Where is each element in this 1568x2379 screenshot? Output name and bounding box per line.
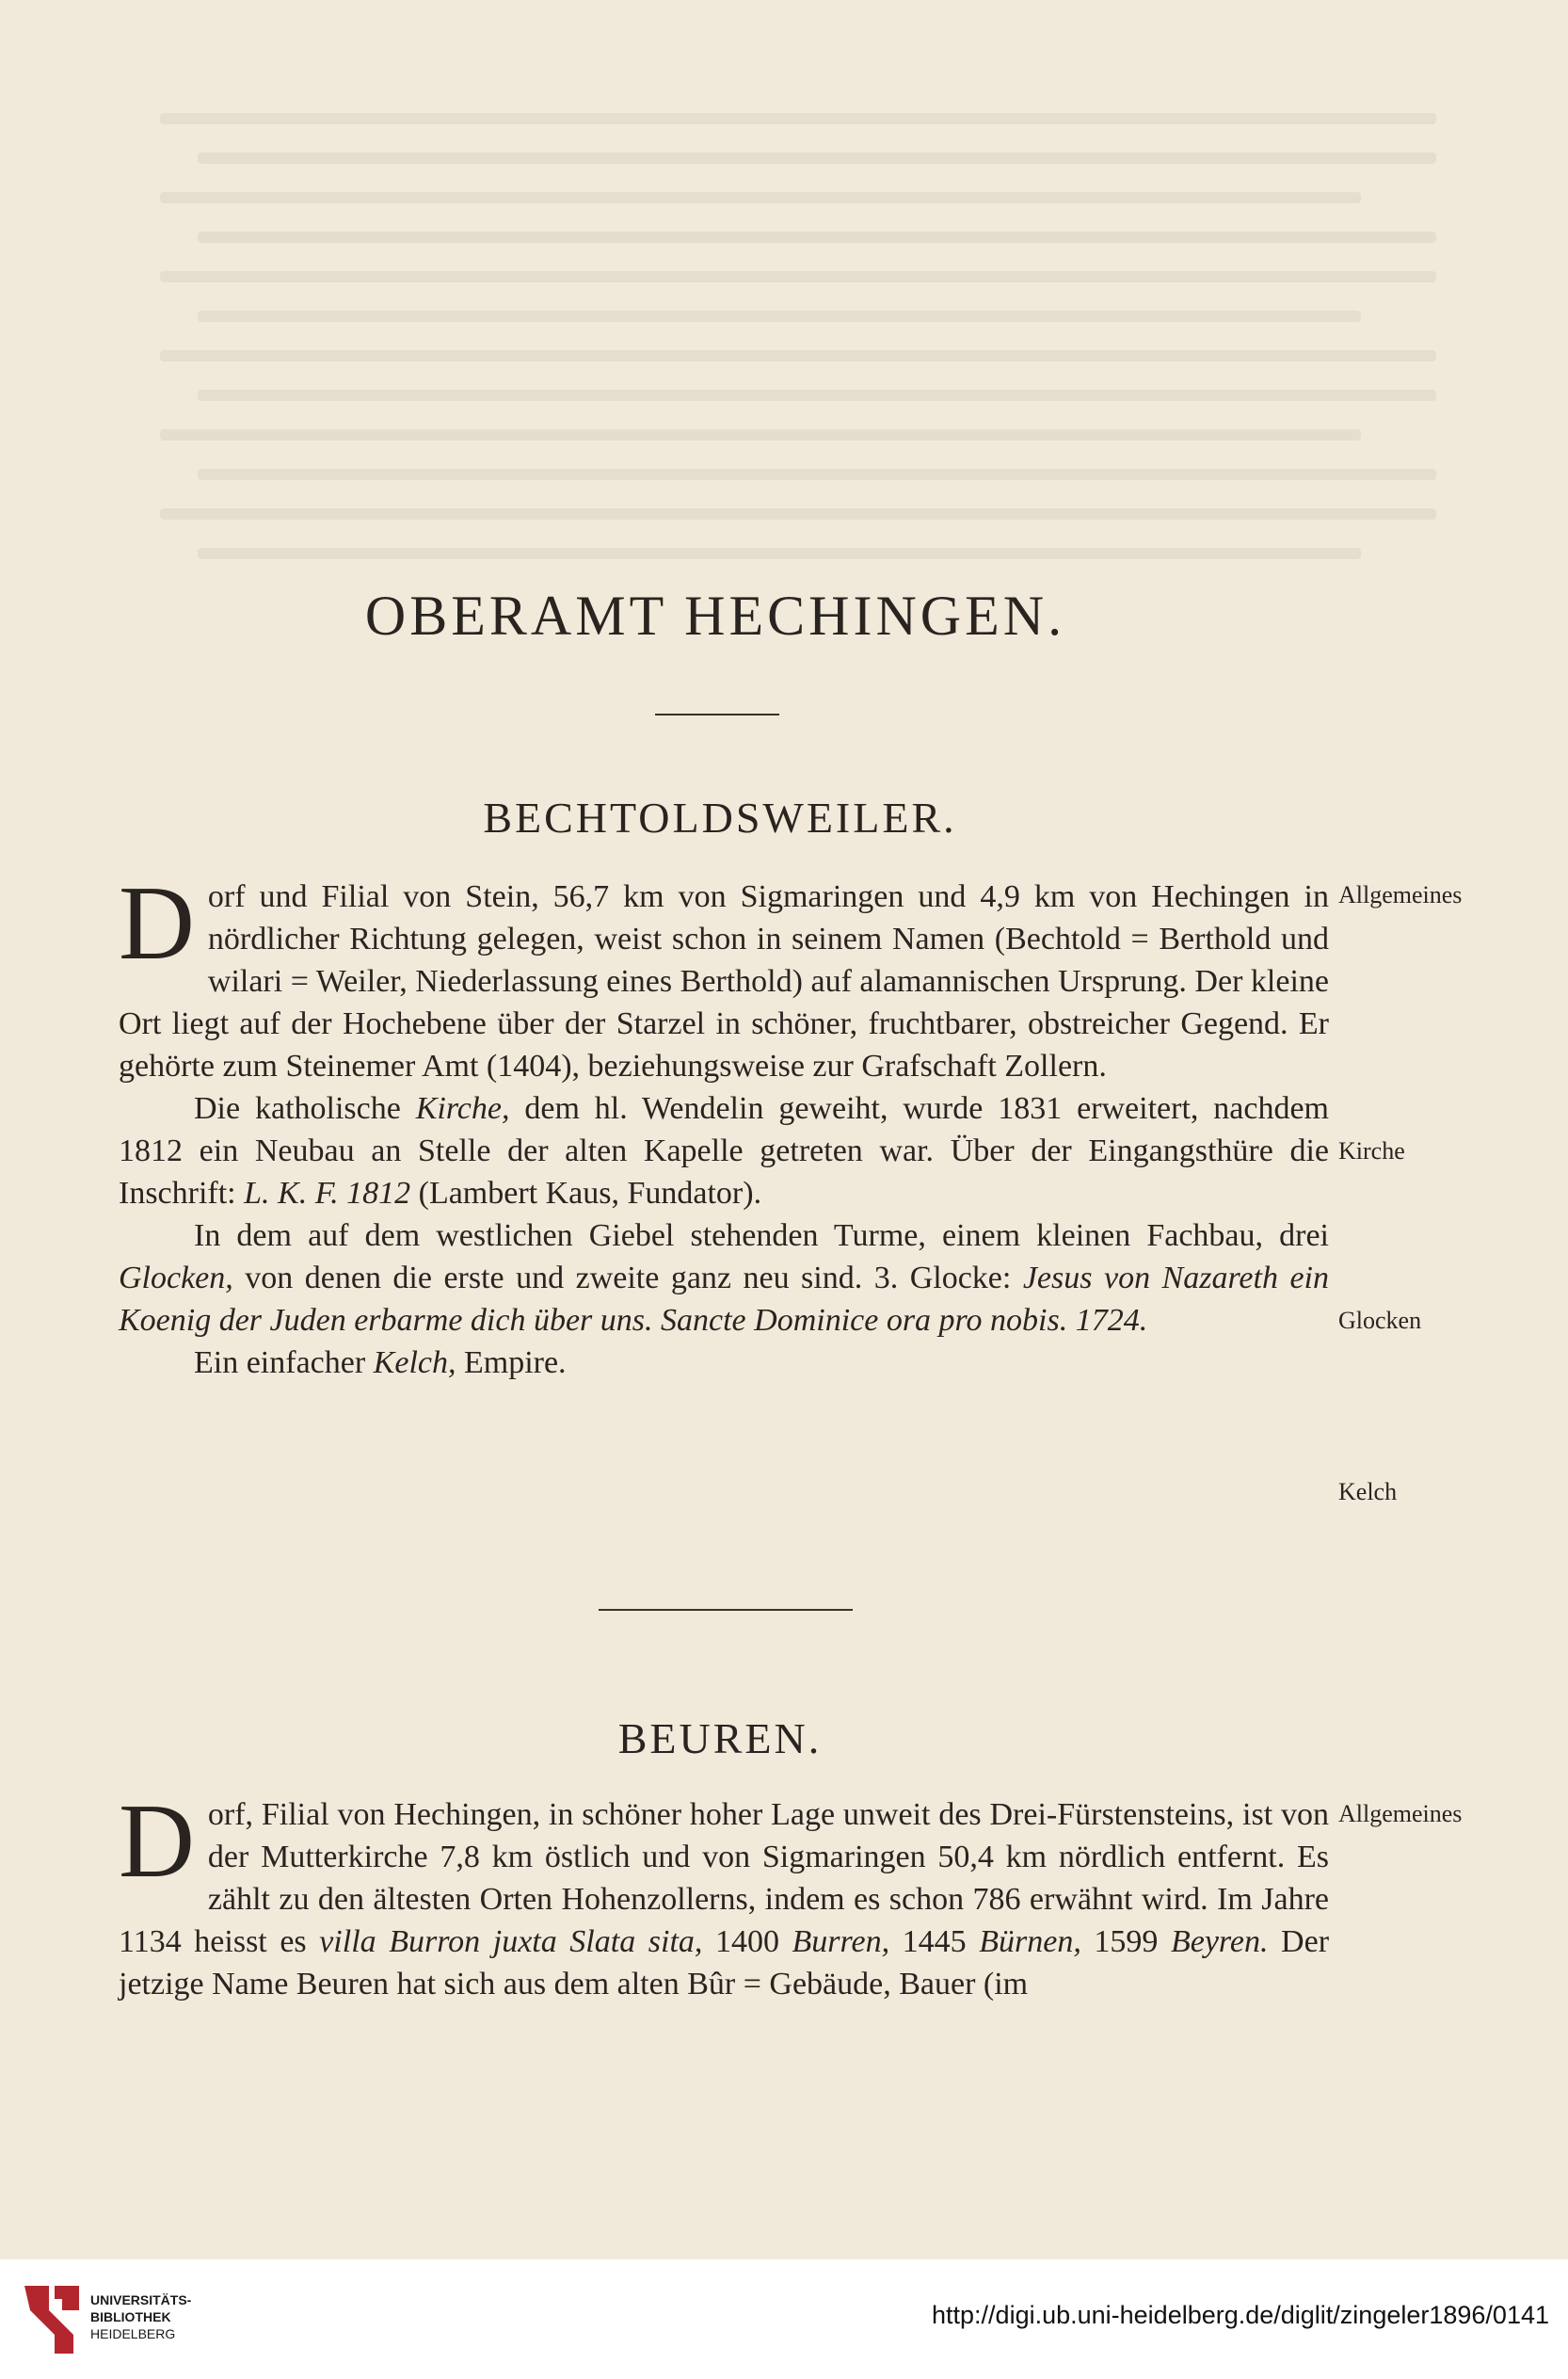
- margin-note-kelch: Kelch: [1338, 1478, 1398, 1505]
- paragraph-general: Dorf, Filial von Hechingen, in schöner hoher Lage unweit des Drei-Fürstensteins, ist von der Mutterkirche 7,8 km östlich und von Sigmaringen 50,4 km nördlich entfernt. Es zählt zu den ältesten Orten Hohenzollerns, indem es schon 786 erwähnt wird. Im Jahre 1134 heisst es villa Burron juxta Slata sita, 1400 Burren, 1445 Bürnen, 1599 Beyren. Der jetzige Name Beuren hat sich aus dem alten Bûr = Gebäude, Bauer (im: [119, 1783, 1330, 2001]
- margin-note-allgemeines: Allgemeines: [1338, 881, 1463, 908]
- drop-cap: D: [119, 865, 195, 982]
- paragraph-bells: In dem auf dem westlichen Giebel stehenden Turme, einem kleinen Fachbau, drei Glocken, von denen die erste und zweite ganz neu sind. 3. Glocke: Jesus von Nazareth ein Koenig der Juden erbarme dich über uns. Sancte Dominice ora pro nobis. 1724.: [119, 1218, 1329, 1338]
- source-url-link[interactable]: http://digi.ub.uni-heidelberg.de/diglit/zingeler1896/0141: [932, 2301, 1549, 2329]
- section-beuren: [119, 1783, 1330, 2005]
- library-name: UNIVERSITÄTS- BIBLIOTHEK HEIDELBERG: [90, 2292, 192, 2341]
- divider-rule: [655, 714, 779, 715]
- margin-note-allgemeines: Allgemeines: [1338, 1800, 1463, 1827]
- paragraph-church: Die katholische Kirche, dem hl. Wendelin geweiht, wurde 1831 erweitert, nachdem 1812 ein Neubau an Stelle der alten Kapelle getreten war. Über der Eingangsthüre die Inschrift: L. K. F. 1812 (Lambert Kaus, Fundator).: [119, 1091, 1329, 1211]
- page-title: OBERAMT HECHINGEN.: [364, 585, 1066, 647]
- university-logo-icon: [21, 2282, 83, 2357]
- bleed-through-text: [160, 85, 1436, 612]
- margin-note-glocken: Glocken: [1338, 1307, 1422, 1334]
- section-bechtoldsweiler: [119, 865, 1329, 1384]
- divider-rule: [599, 1609, 853, 1611]
- drop-cap: D: [119, 1783, 195, 1900]
- footer-bar: [0, 2259, 1568, 2379]
- paragraph-general: Dorf und Filial von Stein, 56,7 km von Sigmaringen und 4,9 km von Hechingen in nördlicher Richtung gelegen, weist schon in seinem Namen (Bechtold = Berthold und wilari = Weiler, Niederlassung eines Berthold) auf alamannischen Ursprung. Der kleine Ort liegt auf der Hochebene über der Starzel in schöner, fruchtbarer, obstreicher Gegend. Er gehörte zum Steinemer Amt (1404), beziehungsweise zur Grafschaft Zollern.: [119, 865, 1329, 1084]
- margin-note-kirche: Kirche: [1338, 1137, 1405, 1165]
- section-heading-bechtoldsweiler: BECHTOLDSWEILER.: [483, 794, 957, 842]
- section-heading-beuren: BEUREN.: [617, 1714, 823, 1762]
- paragraph-chalice: Ein einfacher Kelch, Empire.: [194, 1345, 567, 1380]
